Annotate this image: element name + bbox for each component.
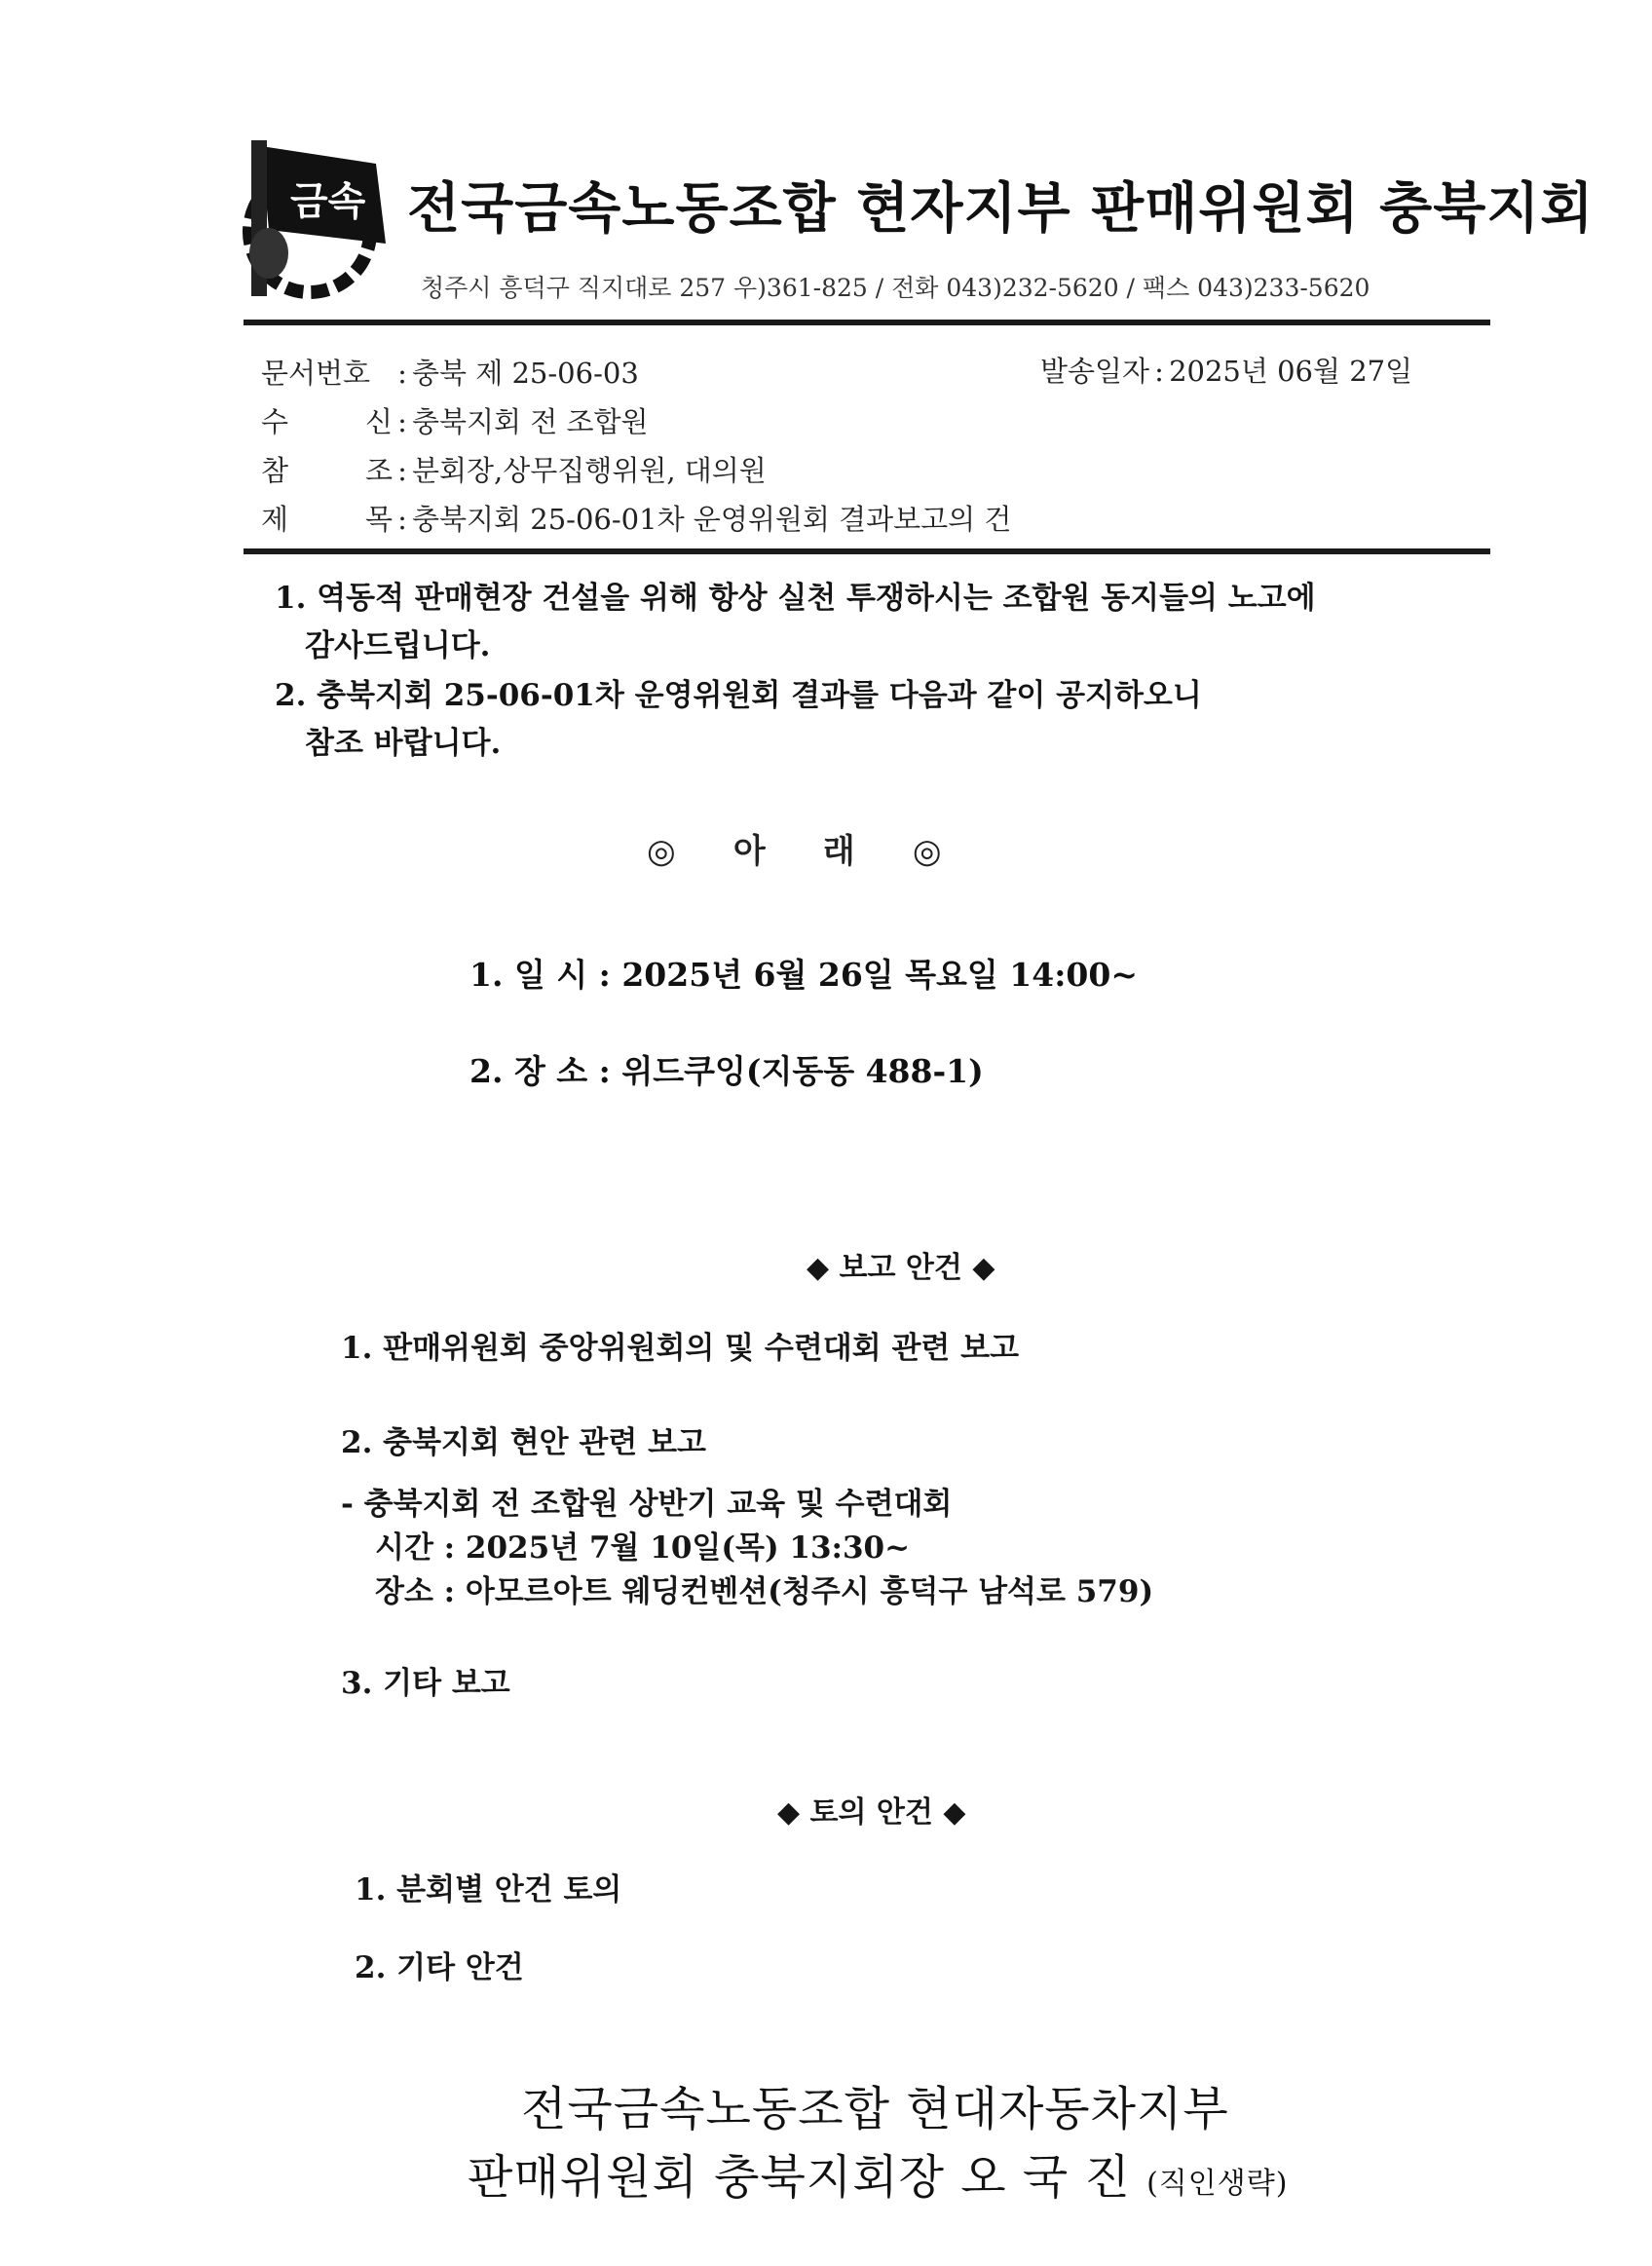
report-item-3: 3. 기타 보고 (341, 1666, 510, 1701)
signature-organization: 전국금속노동조합 현대자동차지부 (521, 2082, 1229, 2136)
report-item-2: 2. 충북지회 현안 관련 보고 (341, 1425, 706, 1460)
report-item-1: 1. 판매위원회 중앙위원회의 및 수련대회 관련 보고 (341, 1331, 1020, 1366)
doc-number-label: 문서번호 (261, 357, 371, 390)
intro-paragraph-1-line-1: 1. 역동적 판매현장 건설을 위해 항상 실천 투쟁하시는 조합원 동지들의 노고에 (275, 581, 1316, 616)
subject-row: 제 목 : 충북지회 25-06-01차 운영위원회 결과보고의 건 (261, 498, 1011, 538)
seal-omitted-note: (직인생략) (1146, 2167, 1289, 2201)
discussion-item-2: 2. 기타 안건 (355, 1950, 524, 1985)
subject-label: 제 목 (261, 503, 393, 536)
recipient-row: 수 신 : 충북지회 전 조합원 (261, 400, 649, 440)
reference-row: 참 조 : 분회장,상무집행위원, 대의원 (261, 449, 767, 489)
report-sub-item-time: 시간 : 2025년 7월 10일(목) 13:30~ (375, 1530, 911, 1566)
signature-name: 판매위원회 충북지회장 오 국 진 (468, 2150, 1131, 2205)
report-sub-item-title: - 충북지회 전 조합원 상반기 교육 및 수련대회 (341, 1487, 953, 1522)
discussion-agenda-heading: ◆ 토의 안건 ◆ (777, 1795, 966, 1830)
intro-paragraph-2-line-2: 참조 바랍니다. (305, 726, 502, 761)
report-agenda-heading: ◆ 보고 안건 ◆ (807, 1251, 995, 1285)
intro-paragraph-1-line-2: 감사드립니다. (305, 628, 491, 663)
report-sub-item-place: 장소 : 아모르아트 웨딩컨벤션(청주시 흥덕구 남석로 579) (375, 1574, 1154, 1609)
issue-date-label: 발송일자 (1040, 355, 1150, 388)
meeting-place: 2. 장 소 : 위드쿠잉(지동동 488-1) (469, 1052, 984, 1090)
reference: 분회장,상무집행위원, 대의원 (412, 454, 767, 487)
recipient: 충북지회 전 조합원 (412, 405, 649, 438)
union-flag-logo (240, 136, 395, 302)
issue-date: 2025년 06월 27일 (1169, 355, 1413, 388)
notice-heading: ◎ 아 래 ◎ (647, 832, 942, 871)
subject: 충북지회 25-06-01차 운영위원회 결과보고의 건 (412, 503, 1012, 536)
reference-label: 참 조 (261, 454, 393, 487)
doc-number: 충북 제 25-06-03 (412, 357, 639, 390)
issue-date-row: 발송일자 : 2025년 06월 27일 (1040, 355, 1413, 388)
logo-text: 금속 (290, 179, 366, 224)
organization-title: 전국금속노동조합 현자지부 판매위원회 충북지회 (407, 177, 1595, 241)
discussion-item-1: 1. 분회별 안건 토의 (355, 1872, 622, 1907)
doc-number-row: 문서번호 : 충북 제 25-06-03 (261, 352, 639, 392)
organization-address: 청주시 흥덕구 직지대로 257 우)361-825 / 전화 043)232-5620 / 팩스 043)233-5620 (421, 274, 1370, 302)
meeting-time: 1. 일 시 : 2025년 6월 26일 목요일 14:00~ (469, 956, 1138, 994)
recipient-label: 수 신 (261, 405, 393, 438)
meta-rule (244, 548, 1490, 554)
signature-line (468, 2139, 1288, 2207)
header-rule (244, 320, 1490, 325)
intro-paragraph-2-line-1: 2. 충북지회 25-06-01차 운영위원회 결과를 다음과 같이 공지하오니 (275, 678, 1202, 713)
